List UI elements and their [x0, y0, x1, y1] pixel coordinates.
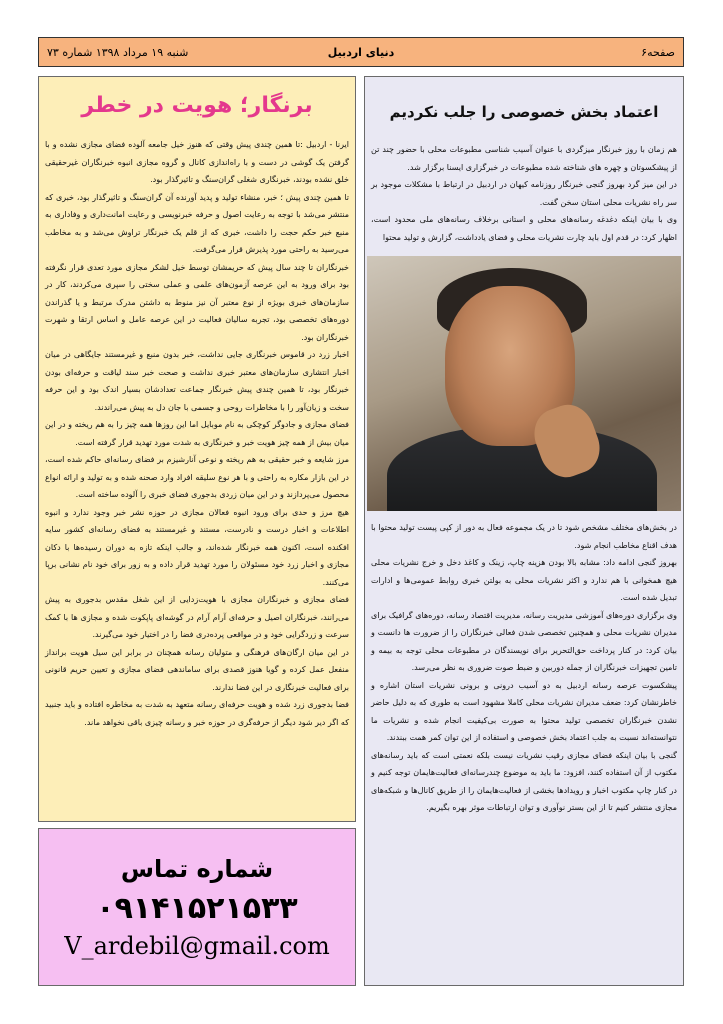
- paragraph: در این میز گرد بهروز گنجی خبرنگار روزنامه کیهان در اردبیل در ارتباط با مشکلات موجود بر سر راه نشریات محلی استان سخن گفت.: [371, 180, 677, 207]
- paragraph: فضای مجازی و جادوگر کوچکی به نام موبایل اما این روزها همه چیز را به هم ریخته و در این میان بیش از همه چیز هویت خبر و خبرنگاری به شدت مورد تهدید قرار گرفته است.: [45, 420, 349, 447]
- paragraph: خبرنگاران تا چند سال پیش که حریمشان توسط خیل لشکر مجازی مورد تعدی قرار نگرفته بود برای ورود به این عرصه آزمون‌های علمی و عملی سختی را سپری می‌کردند، کار در سازمان‌های خبری بویژه از نوع معتبر آن نیز منوط به داشتن مدرک مرتبط و یا گذراندن دوره‌های تخصصی بود، تجربه سالیان فعالیت در این عرصه عامل و اساس ارتقا و شهرت خبرنگاران بود.: [45, 262, 349, 342]
- page-number: صفحه۶: [641, 46, 675, 59]
- paragraph: مرز شایعه و خبر حقیقی به هم ریخته و نوعی آنارشیزم بر فضای رسانه‌ای حاکم شده است، در این بازار مکاره به راحتی و با هر نوع سلیقه افراد وارد صحنه شده و به تولید و ارائه انواع محصول می‌پردازند و در این میان زردی بدجوری فضای خبری را آلوده ساخته است.: [45, 455, 349, 499]
- right-article-body-top: [365, 141, 683, 246]
- paragraph: در این میان ارگان‌های فرهنگی و متولیان رسانه همچنان در برابر این سیل هویت برانداز منفعل عمل کرده و گویا هنوز قصدی برای ساماندهی فضای مجازی و تعیین حریم قانونی برای فعالیت خبرنگاری در این فضا ندارند.: [45, 647, 349, 692]
- paragraph: وی با بیان اینکه دغدغه رسانه‌های محلی و استانی برخلاف رسانه‌های ملی محدود است، اظهار کرد: در قدم اول باید چارت نشریات محلی و فضای یادداشت، گزارش و تولید محتوا: [371, 215, 677, 242]
- contact-title: شماره تماس: [120, 855, 274, 883]
- left-article-body: [39, 136, 355, 731]
- paragraph: ایرنا - اردبیل :تا همین چندی پیش وقتی که هنوز خیل جامعه آلوده فضای مجازی نشده و با گرفتن یک گوشی در دست و با راه‌اندازی کانال و گروه مجازی انبوه خبرنگاران غیرحقیقی خلق نشده بودند، خبرنگاری شغلی گران‌سنگ و تاثیرگذار بود.: [45, 140, 349, 184]
- right-article-title: اعتماد بخش خصوصی را جلب نکردیم: [389, 103, 659, 121]
- publication-title: دنیای اردبیل: [327, 46, 395, 59]
- left-article: [38, 76, 356, 822]
- contact-phone-number: ۰۹۱۴۱۵۲۱۵۳۳: [96, 891, 298, 926]
- paragraph: در بخش‌های مختلف مشخص شود تا در یک مجموعه فعال به دور از کپی پیست تولید محتوا با هدف اقناع مخاطب انجام شود.: [371, 523, 677, 550]
- portrait-photo: [367, 256, 681, 511]
- right-article: [364, 76, 684, 986]
- left-article-title: برنگار؛ هویت در خطر: [81, 93, 313, 118]
- paragraph: پیشکسوت عرصه رسانه اردبیل به دو آسیب درونی و برونی نشریات استان اشاره و خاطرنشان کرد: ضعف مدیران نشریات محلی کاملا مشهود است به طوری که به دلیل حاضر نشدن خبرنگاران تخصصی تولید محتوا به صورت بی‌کیفیت انجام شده و نشریات ما نتوانسته‌اند نسبت به جلب اعتماد بخش خصوصی و استفاده از این توان کمر همت ببندند.: [371, 680, 677, 742]
- paragraph: تا همین چندی پیش ؛ خبر، منشاء تولید و پدید آورنده آن گران‌سنگ و تاثیرگذار بود، خبری که منتشر می‌شد با توجه به رعایت اصول و حرفه خبرنویسی و رعایت امانت‌داری و وفاداری به منبع خبر حکم حجت را داشت، خبری که از قلم یک خبرنگار تراوش می‌شد و به مخاطب می‌رسید به راحتی مورد پذیرش قرار می‌گرفت.: [45, 192, 349, 254]
- paragraph: اخبار زرد در قاموس خبرنگاری جایی نداشت، خبر بدون منبع و غیرمستند جایگاهی در میان اخبار انتشاری سازمان‌های معتبر خبری نداشت و صحت خبر سند لیاقت و حرفه‌ای بودن خبرنگار بود، تا همین چندی پیش خبرنگار جماعت تعدادشان بسیار اندک بود و این حرفه سخت و زیان‌آور را با مخاطرات روحی و جسمی با جان دل به پیش می‌راندند.: [45, 350, 349, 412]
- paragraph: بهروز گنجی ادامه داد: مشابه بالا بودن هزینه چاپ، زینک و کاغذ دخل و خرج نشریات محلی هیچ همخوانی با هم ندارد و اکثر نشریات محلی به بولتن خبری روابط عمومی‌ها و ادارات تبدیل شده است.: [371, 558, 677, 602]
- paragraph: فضا بدجوری زرد شده و هویت حرفه‌ای رسانه متعهد به شدت به مخاطره افتاده و باید جنبید که اگر دیر شود دیگر از حرفه‌گری در حوزه خبر و رسانه چیزی باقی نخواهد ماند.: [45, 700, 349, 727]
- paragraph: هیچ مرز و حدی برای ورود انبوه فعالان مجازی در حوزه نشر خبر وجود ندارد و انبوه اطلاعات و اخبار درست و نادرست، مستند و غیرمستند به فضای رسانه‌ای کشور سایه افکنده است، اکنون همه خبرنگار شده‌اند، و جالب اینکه تازه به دوران رسیده‌ها با دکان مجازی و اخبار زرد خود مسئولان را مورد تهدید قرار داده و به زور برای خود نام نشانی برپا می‌کنند.: [45, 507, 349, 587]
- paragraph: وی برگزاری دوره‌های آموزشی مدیریت رسانه، مدیریت اقتصاد رسانه، دوره‌های گرافیک برای مدیران نشریات محلی و همچنین تخصصی شدن فعالی خبرنگاران را از ضرورت ها دانست و بیان کرد: در کنار پرداخت حق‌التحریر برای نویسندگان در مطبوعات محلی توجه به بیمه و تامین تجهیزات خبرنگاران از جمله دوربین و ضبط صوت ضروری به نظر می‌رسد.: [371, 610, 677, 672]
- contact-email[interactable]: V_ardebil@gmail.com: [64, 932, 330, 960]
- paragraph: هم زمان با روز خبرنگار میزگردی با عنوان آسیب شناسی مطبوعات محلی با حضور چند تن از پیشکسوتان و چهره های شناخته شده مطبوعات در خبرگزاری ایسنا برگزار شد.: [371, 145, 677, 172]
- paragraph: گنجی با بیان اینکه فضای مجازی رقیب نشریات نیست بلکه نعمتی است که باید رسانه‌های مکتوب از آن استفاده کنند، افزود: ما باید به موضوع چندرسانه‌ای فعالیت‌هایمان توجه کنیم و در کنار چاپ مکتوب اخبار و رویدادها بخشی از فعالیت‌هایمان را از طریق کانال‌ها و شبکه‌های مجازی منتشر کنیم تا از این بستر نوآوری و توان ارتباطات موثر بهره بگیریم.: [371, 750, 677, 812]
- contact-box: [38, 828, 356, 986]
- issue-date: شنبه ۱۹ مرداد ۱۳۹۸ شماره ۷۳: [47, 46, 189, 59]
- page-header: [38, 37, 684, 67]
- paragraph: فضای مجازی و خبرنگاران مجازی با هویت‌زدایی از این شغل مقدس بدجوری به پیش می‌رانند، خبرنگاران اصیل و حرفه‌ای آرام آرام در گوشه‌ای پاپکوت شده و مجازی ها با کمک سرعت و زردگرایی خود و در مواقعی پرده‌دری فضا را در اختیار خود می‌گیرند.: [45, 595, 349, 639]
- right-article-body-bottom: [365, 519, 683, 817]
